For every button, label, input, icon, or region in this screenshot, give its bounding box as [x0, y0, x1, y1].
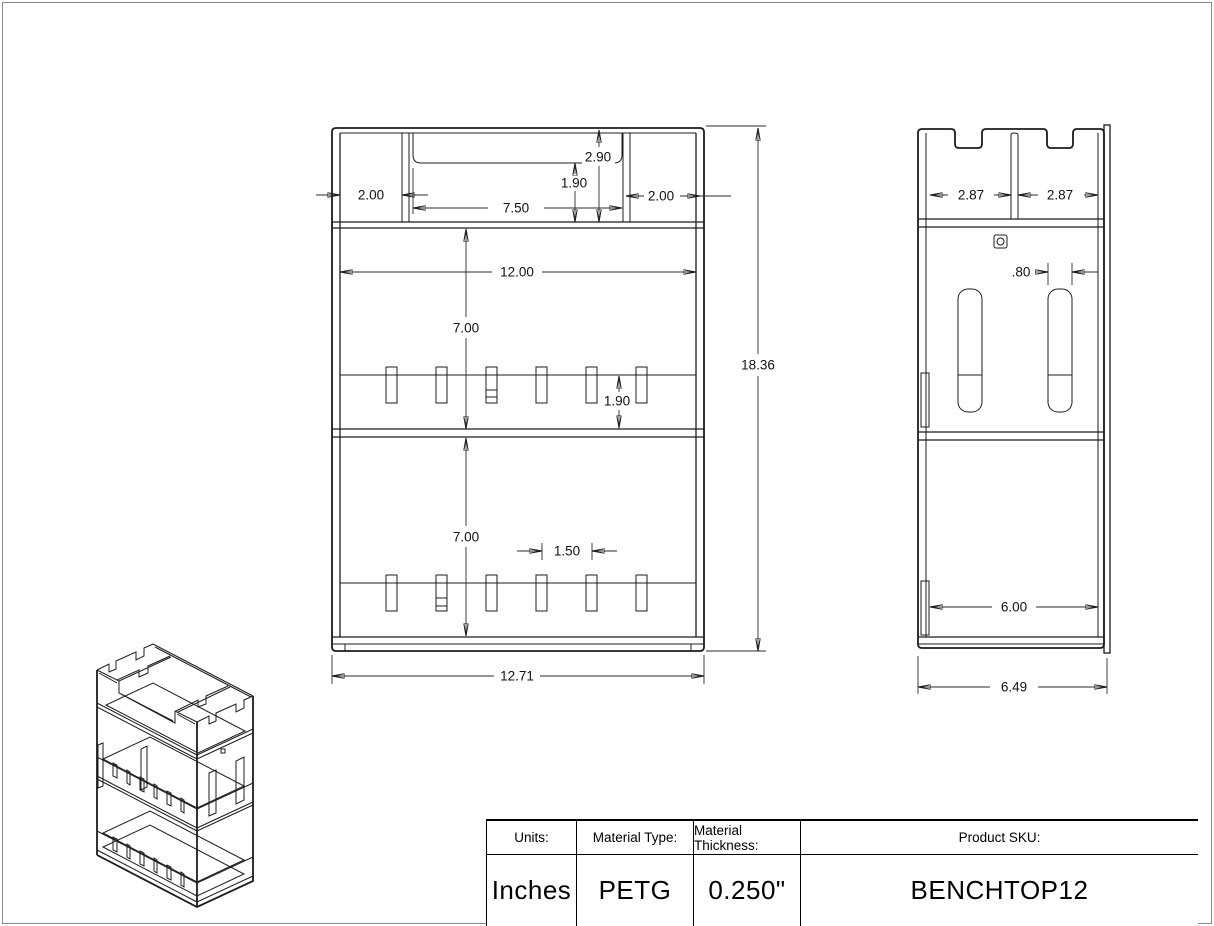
title-block-sku-column — [801, 821, 1198, 926]
dim-label: 7.50 — [502, 200, 530, 216]
title-block-material-column — [577, 821, 694, 926]
side-view — [918, 125, 1110, 653]
dim-label: .80 — [1011, 264, 1031, 280]
square-cutout-symbol — [994, 235, 1007, 248]
dim-label: 1.90 — [560, 175, 588, 191]
product-sku-header: Product SKU: — [801, 821, 1198, 855]
material-type-header: Material Type: — [577, 821, 693, 855]
units-value: Inches — [491, 875, 572, 905]
material-thickness-value: 0.250" — [708, 875, 786, 905]
dim-label: 1.50 — [553, 543, 581, 559]
dim-label: 2.90 — [584, 149, 612, 165]
dim-label: 2.87 — [957, 187, 985, 203]
material-thickness-header: Material Thickness: — [694, 821, 800, 855]
dim-label: 12.71 — [500, 668, 534, 684]
material-type-value: PETG — [598, 875, 672, 905]
dim-label: 2.87 — [1046, 187, 1074, 203]
dim-label: 7.00 — [452, 529, 480, 545]
front-view-dimensions — [316, 126, 775, 684]
dim-label: 1.90 — [603, 393, 631, 409]
rail2-slots — [386, 575, 647, 611]
title-block — [486, 819, 1198, 926]
dim-label: 7.00 — [452, 320, 480, 336]
dim-label: 2.00 — [647, 188, 675, 204]
dim-label: 6.49 — [1000, 679, 1028, 695]
dim-label: 18.36 — [741, 357, 775, 373]
product-sku-value: BENCHTOP12 — [910, 875, 1089, 905]
title-block-units-column — [487, 821, 577, 926]
title-block-thickness-column — [694, 821, 801, 926]
dim-label: 6.00 — [1000, 599, 1028, 615]
dim-label: 2.00 — [357, 187, 385, 203]
units-header: Units: — [487, 821, 576, 855]
side-view-dimensions — [918, 188, 1107, 695]
dim-label: 12.00 — [500, 264, 534, 280]
isometric-view — [97, 644, 253, 907]
